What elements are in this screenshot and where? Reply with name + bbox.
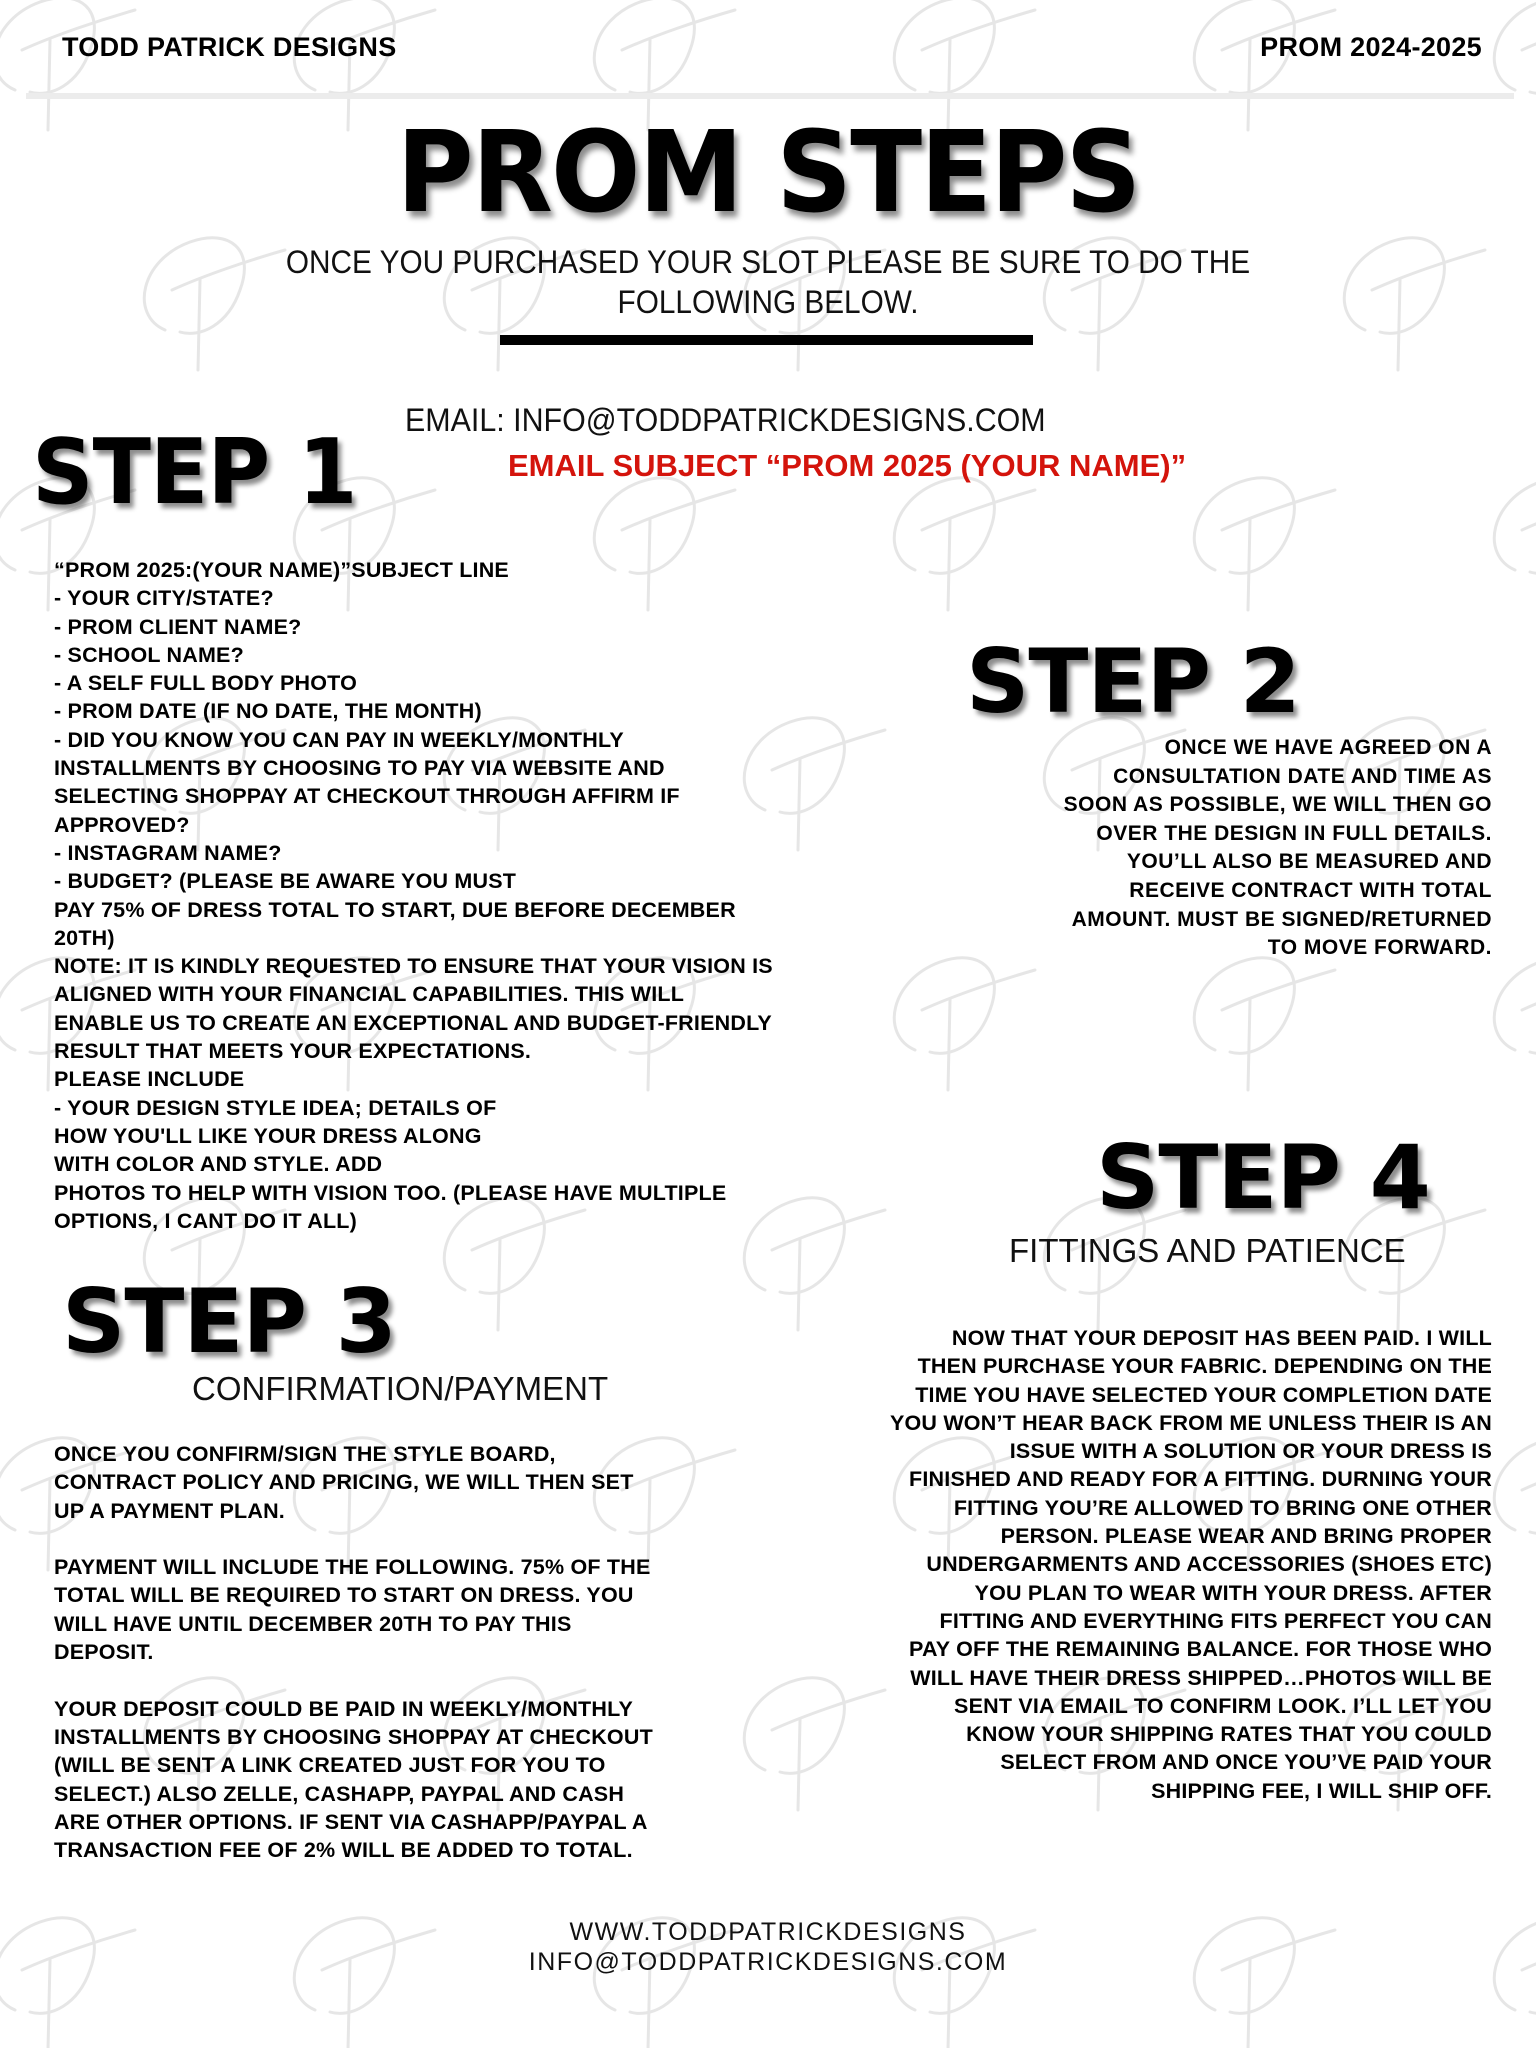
step3-heading: STEP 3 xyxy=(62,1270,396,1373)
body-line: PAY OFF THE REMAINING BALANCE. FOR THOSE WHO xyxy=(909,1637,1492,1662)
tp-monogram-icon xyxy=(1194,958,1335,1090)
paragraph-gap xyxy=(54,1525,653,1553)
step1-email: EMAIL: INFO@TODDPATRICKDESIGNS.COM xyxy=(405,402,1046,438)
body-line: - PROM CLIENT NAME? xyxy=(54,614,302,639)
step2-body xyxy=(1064,734,1492,963)
step1-email-subject: EMAIL SUBJECT “PROM 2025 (YOUR NAME)” xyxy=(508,448,1187,483)
body-line: FITTING AND EVERYTHING FITS PERFECT YOU CAN xyxy=(939,1608,1492,1633)
footer-email[interactable]: INFO@TODDPATRICKDESIGNS.COM xyxy=(528,1948,1008,1976)
body-line: SOON AS POSSIBLE, WE WILL THEN GO xyxy=(1063,793,1492,817)
step1-heading: STEP 1 xyxy=(32,420,357,525)
body-line: - YOUR CITY/STATE? xyxy=(54,586,274,611)
tp-monogram-icon xyxy=(894,958,1035,1090)
body-line: UP A PAYMENT PLAN. xyxy=(54,1498,285,1523)
body-line: ALIGNED WITH YOUR FINANCIAL CAPABILITIES. THIS WILL xyxy=(54,982,685,1007)
body-line: WILL HAVE THEIR DRESS SHIPPED…PHOTOS WILL BE xyxy=(910,1665,1492,1690)
tp-monogram-icon xyxy=(1194,478,1335,610)
step3-body xyxy=(54,1440,653,1864)
body-line: ONCE WE HAVE AGREED ON A xyxy=(1164,736,1492,759)
footer xyxy=(0,1917,1536,1977)
step4-body xyxy=(890,1324,1492,1805)
body-line: UNDERGARMENTS AND ACCESSORIES (SHOES ETC) xyxy=(926,1552,1492,1577)
body-line: TRANSACTION FEE OF 2% WILL BE ADDED TO TOTAL. xyxy=(54,1838,633,1863)
subtitle-line: ONCE YOU PURCHASED YOUR SLOT PLEASE BE SURE TO DO THE xyxy=(285,244,1251,280)
body-line: RECEIVE CONTRACT WITH TOTAL xyxy=(1129,878,1492,902)
body-line: PAYMENT WILL INCLUDE THE FOLLOWING. 75% OF THE xyxy=(54,1555,651,1580)
body-line: “PROM 2025:(YOUR NAME)”SUBJECT LINE xyxy=(54,558,509,582)
body-line: OPTIONS, I CANT DO IT ALL) xyxy=(54,1208,357,1233)
paragraph-gap xyxy=(54,1666,653,1694)
step4-heading: STEP 4 xyxy=(1096,1126,1430,1229)
body-line: WILL HAVE UNTIL DECEMBER 20TH TO PAY THIS xyxy=(54,1611,572,1636)
body-line: ISSUE WITH A SOLUTION OR YOUR DRESS IS xyxy=(1009,1439,1492,1464)
body-line: THEN PURCHASE YOUR FABRIC. DEPENDING ON THE xyxy=(917,1354,1492,1379)
title-divider xyxy=(500,335,1033,345)
body-line: YOU PLAN TO WEAR WITH YOUR DRESS. AFTER xyxy=(974,1580,1492,1605)
tp-monogram-icon xyxy=(144,238,285,370)
body-line: PHOTOS TO HELP WITH VISION TOO. (PLEASE HAVE MULTIPLE xyxy=(54,1180,727,1205)
body-line: TIME YOU HAVE SELECTED YOUR COMPLETION DATE xyxy=(915,1382,1492,1407)
body-line: NOTE: IT IS KINDLY REQUESTED TO ENSURE THAT YOUR VISION IS xyxy=(54,954,773,979)
step1-body xyxy=(54,556,773,1235)
step3-subheading: CONFIRMATION/PAYMENT xyxy=(192,1370,609,1407)
body-line: TOTAL WILL BE REQUIRED TO START ON DRESS. YOU xyxy=(54,1583,634,1608)
body-line: OVER THE DESIGN IN FULL DETAILS. xyxy=(1096,821,1492,845)
tp-monogram-icon xyxy=(744,1678,885,1810)
body-line: YOUR DEPOSIT COULD BE PAID IN WEEKLY/MONTHLY xyxy=(54,1696,634,1721)
step2-heading: STEP 2 xyxy=(966,630,1300,733)
body-line: CONTRACT POLICY AND PRICING, WE WILL THEN SET xyxy=(54,1470,634,1495)
body-line: WITH COLOR AND STYLE. ADD xyxy=(54,1152,383,1177)
page-title: PROM STEPS xyxy=(396,108,1140,238)
footer-website[interactable]: WWW.TODDPATRICKDESIGNS xyxy=(569,1918,967,1946)
tp-monogram-icon xyxy=(1494,958,1536,1090)
brand-name: TODD PATRICK DESIGNS xyxy=(62,32,397,62)
subtitle-line: FOLLOWING BELOW. xyxy=(617,284,919,320)
body-line: TO MOVE FORWARD. xyxy=(1267,936,1492,960)
body-line: PAY 75% OF DRESS TOTAL TO START, DUE BEFORE DECEMBER xyxy=(54,897,736,922)
body-line: HOW YOU'LL LIKE YOUR DRESS ALONG xyxy=(54,1123,482,1148)
step4-subheading: FITTINGS AND PATIENCE xyxy=(1009,1232,1406,1269)
body-line: FITTING YOU’RE ALLOWED TO BRING ONE OTHER xyxy=(953,1495,1492,1520)
body-line: YOU’LL ALSO BE MEASURED AND xyxy=(1126,850,1492,874)
body-line: INSTALLMENTS BY CHOOSING SHOPPAY AT CHECKOUT xyxy=(54,1724,653,1749)
body-line: SELECT.) ALSO ZELLE, CASHAPP, PAYPAL AND CASH xyxy=(54,1781,625,1806)
body-line: INSTALLMENTS BY CHOOSING TO PAY VIA WEBSITE AND xyxy=(54,756,665,781)
body-line: ENABLE US TO CREATE AN EXCEPTIONAL AND BUDGET-FRIENDLY xyxy=(54,1010,772,1035)
body-line: PLEASE INCLUDE xyxy=(54,1067,245,1092)
body-line: - BUDGET? (PLEASE BE AWARE YOU MUST xyxy=(54,869,517,894)
body-line: SHIPPING FEE, I WILL SHIP OFF. xyxy=(1151,1778,1492,1803)
body-line: PERSON. PLEASE WEAR AND BRING PROPER xyxy=(1000,1524,1492,1549)
body-line: FINISHED AND READY FOR A FITTING. DURNING YOUR xyxy=(909,1467,1492,1492)
body-line: - DID YOU KNOW YOU CAN PAY IN WEEKLY/MONTHLY xyxy=(54,727,624,752)
body-line: - SCHOOL NAME? xyxy=(54,642,244,667)
body-line: CONSULTATION DATE AND TIME AS xyxy=(1113,764,1492,788)
tp-monogram-icon xyxy=(1344,238,1485,370)
body-line: (WILL BE SENT A LINK CREATED JUST FOR YOU TO xyxy=(54,1753,606,1778)
body-line: - PROM DATE (IF NO DATE, THE MONTH) xyxy=(54,699,482,724)
body-line: SELECTING SHOPPAY AT CHECKOUT THROUGH AFFIRM IF xyxy=(54,784,680,809)
body-line: NOW THAT YOUR DEPOSIT HAS BEEN PAID. I WILL xyxy=(951,1326,1492,1350)
body-line: - YOUR DESIGN STYLE IDEA; DETAILS OF xyxy=(54,1095,497,1120)
header-divider xyxy=(26,93,1514,99)
tp-monogram-icon xyxy=(1494,1438,1536,1570)
body-line: AMOUNT. MUST BE SIGNED/RETURNED xyxy=(1071,907,1492,931)
body-line: - INSTAGRAM NAME? xyxy=(54,840,282,865)
body-line: - A SELF FULL BODY PHOTO xyxy=(54,671,358,696)
body-line: SELECT FROM AND ONCE YOU’VE PAID YOUR xyxy=(1000,1750,1492,1775)
tp-monogram-icon xyxy=(1494,0,1536,130)
body-line: DEPOSIT. xyxy=(54,1640,154,1665)
tp-monogram-icon xyxy=(1494,478,1536,610)
body-line: KNOW YOUR SHIPPING RATES THAT YOU COULD xyxy=(966,1722,1492,1747)
body-line: 20TH) xyxy=(54,925,115,950)
tp-monogram-icon xyxy=(894,478,1035,610)
body-line: YOU WON’T HEAR BACK FROM ME UNLESS THEIR IS AN xyxy=(889,1410,1492,1435)
body-line: ONCE YOU CONFIRM/SIGN THE STYLE BOARD, xyxy=(54,1442,556,1466)
body-line: RESULT THAT MEETS YOUR EXPECTATIONS. xyxy=(54,1039,532,1064)
body-line: ARE OTHER OPTIONS. IF SENT VIA CASHAPP/PAYPAL A xyxy=(54,1809,648,1834)
body-line: APPROVED? xyxy=(54,812,190,837)
body-line: SENT VIA EMAIL TO CONFIRM LOOK. I’LL LET YOU xyxy=(954,1693,1492,1718)
page-subtitle xyxy=(268,242,1269,322)
season-label: PROM 2024-2025 xyxy=(1260,32,1482,62)
